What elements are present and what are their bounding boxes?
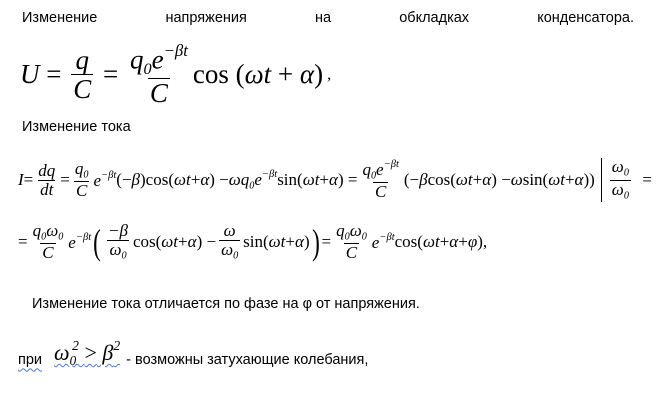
current-equation-line1: I = $\frac{dq}{dt}$ = $\frac{q_0}{C}$ $e^{-\beta t}$ (− β )cos( ωt + α ) − $\omega q_0e^{-\beta t}$ sin( ωt + α ) = $\frac{q_0e^{-\beta t}}{C}$ (− β cos( ωt + α ) − ω sin( ωt + α )) $\frac{\omega_0}{\omega_0}$ = [18, 157, 652, 202]
condition-formula: $\omega_0^2 > \beta^2$ [54, 338, 121, 368]
heading-voltage-change [22, 10, 634, 26]
word-pri: при [18, 352, 43, 369]
voltage-equation: U = $\frac{q}{C}$ = $\frac{q_0e^{-\beta t}}{C}$ cos ( ωt + α ) , [20, 41, 332, 109]
word-1: Изменение [22, 10, 98, 26]
word-4: обкладках [399, 10, 470, 26]
word-5: конденсатора. [537, 10, 634, 26]
damped-oscillations-text: - возможны затухающие колебания, [126, 352, 369, 369]
damping-condition [18, 338, 368, 369]
word-2: напряжения [165, 10, 247, 26]
current-equation-line2: = $\frac{q_0\omega_0}{C}$ $e^{-\beta t}$ ( $\frac{-\beta}{\omega_0}$ cos( ωt + α ) − $\frac{\omega}{\omega_0}$ sin( ωt + α ) ) = $\frac{q_0\omega_0}{C}$ $e^{-\beta t}$ cos( ωt + α + φ ), [18, 221, 488, 263]
heading-current-change: Изменение тока [22, 119, 131, 135]
phase-difference-sentence: Изменение тока отличается по фазе на φ от напряжения. [32, 296, 420, 312]
word-3: на [315, 10, 332, 26]
